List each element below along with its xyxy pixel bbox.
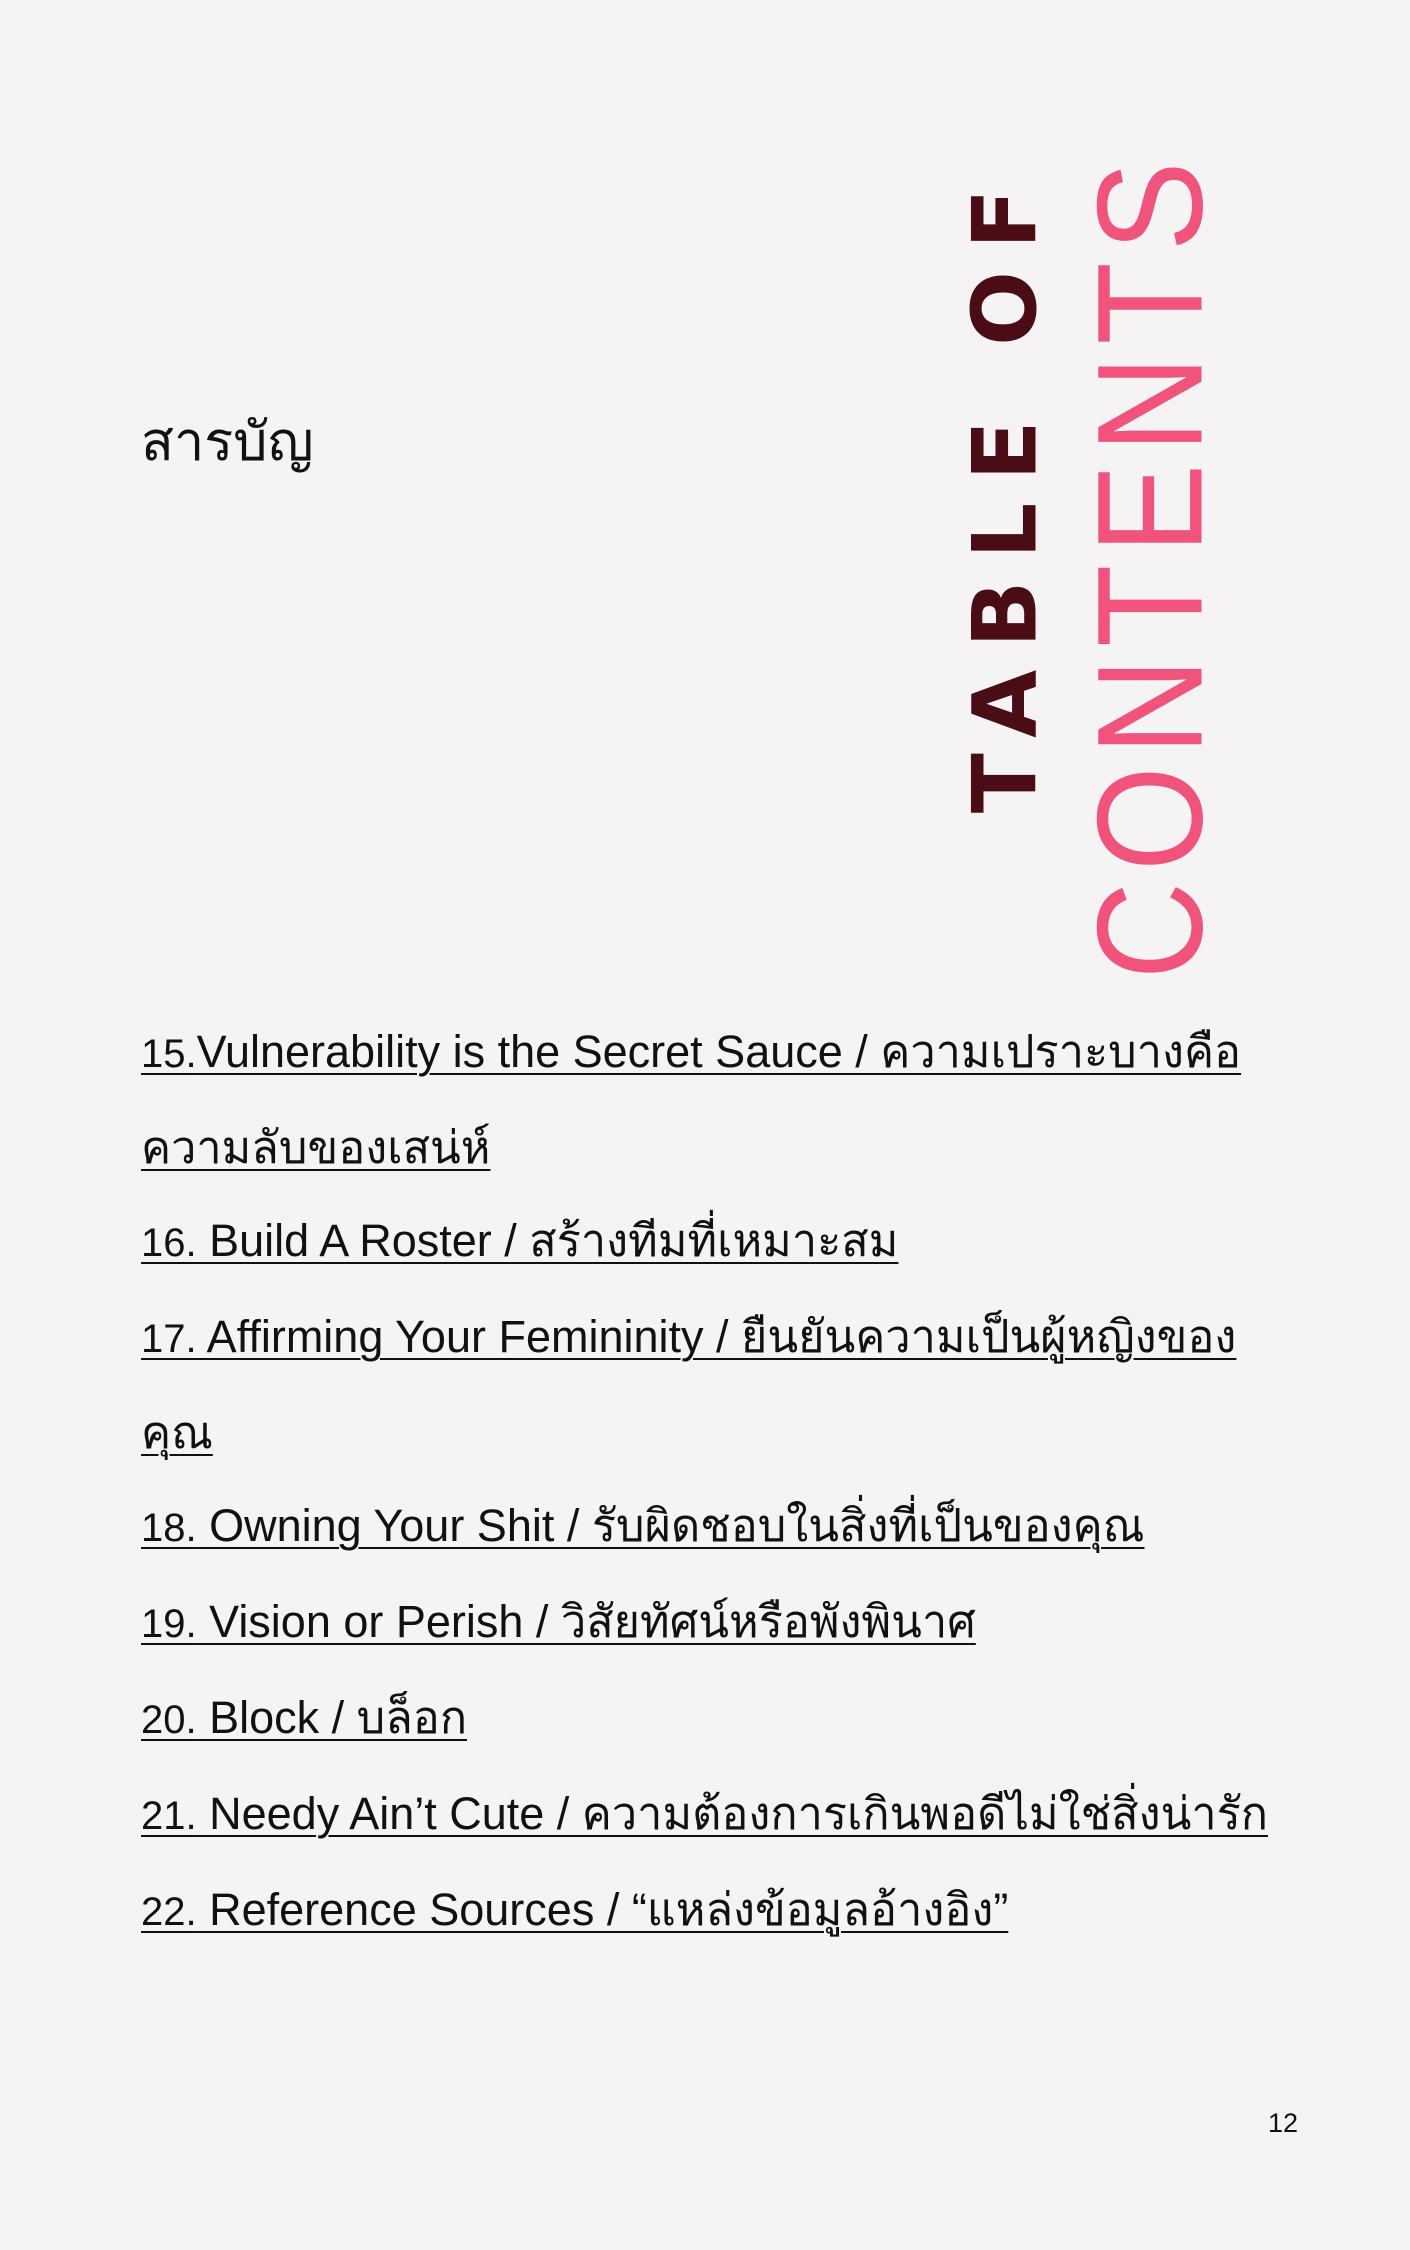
toc-item-18[interactable] [141,1479,1271,1575]
toc-item-15[interactable] [141,1005,1271,1194]
toc-item-21[interactable] [141,1767,1271,1863]
toc-label: Vulnerability is the Secret Sauce / ความเปราะบางคือความลับของเสน่ห์ [141,1026,1242,1173]
toc-list [141,1005,1271,1959]
toc-number: 16. [141,1221,197,1265]
toc-number: 21. [141,1794,197,1838]
page-heading: สารบัญ [141,412,314,472]
title-table-of: TABLE OF [953,166,1057,814]
toc-label: Build A Roster / สร้างทีมที่เหมาะสม [196,1215,899,1266]
toc-item-20[interactable] [141,1671,1271,1767]
toc-label: Owning Your Shit / รับผิดชอบในสิ่งที่เป็นของคุณ [196,1500,1145,1551]
toc-number: 19. [141,1602,197,1646]
toc-label: Vision or Perish / วิสัยทัศน์หรือพังพินาศ [196,1596,976,1647]
page-number: 12 [1268,2108,1299,2138]
toc-number: 15. [141,1032,197,1076]
toc-number: 22. [141,1890,197,1934]
toc-item-19[interactable] [141,1575,1271,1671]
toc-number: 20. [141,1698,197,1742]
toc-label: Reference Sources / “แหล่งข้อมูลอ้างอิง” [196,1884,1009,1935]
toc-item-16[interactable] [141,1194,1271,1290]
toc-item-22[interactable] [141,1863,1271,1959]
toc-number: 17. [141,1317,197,1361]
toc-label: Needy Ain’t Cute / ความต้องการเกินพอดีไม่ใช่สิ่งน่ารัก [196,1788,1269,1839]
title-contents: CONTENTS [1065,150,1234,980]
toc-label: Affirming Your Femininity / ยืนยันความเป็นผู้หญิงของคุณ [141,1311,1237,1458]
toc-label: Block / บล็อก [196,1692,468,1743]
toc-item-17[interactable] [141,1290,1271,1479]
table-of-contents-title [0,0,1410,1000]
toc-number: 18. [141,1506,197,1550]
